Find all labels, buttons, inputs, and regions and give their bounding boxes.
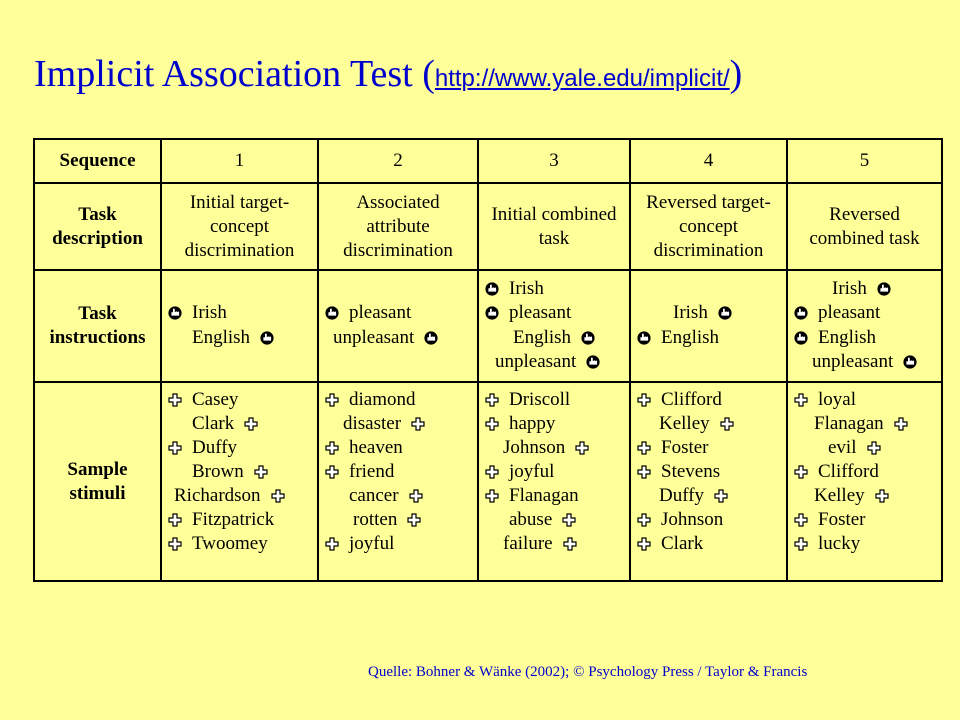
title-suffix: ) bbox=[729, 53, 743, 95]
desc-line: discrimination bbox=[184, 239, 295, 261]
instr-cell-4 bbox=[630, 270, 787, 382]
desc-line: Initial combined bbox=[491, 203, 617, 225]
stimulus-item bbox=[168, 508, 274, 532]
stimulus-label: Foster bbox=[818, 509, 866, 530]
cross-marker-icon bbox=[325, 441, 339, 455]
stimulus-item bbox=[794, 508, 866, 532]
desc-cell-2 bbox=[318, 183, 478, 270]
stimulus-label: friend bbox=[349, 461, 395, 482]
cross-marker-icon bbox=[485, 393, 499, 407]
stimulus-item bbox=[485, 484, 579, 508]
desc-cell-1 bbox=[161, 183, 318, 270]
title-text: Implicit Association Test ( bbox=[34, 53, 435, 95]
stim-cell-3 bbox=[478, 382, 630, 581]
cross-marker-icon bbox=[168, 393, 182, 407]
row-header-task-description bbox=[34, 183, 161, 270]
hand-pointer-icon bbox=[581, 331, 595, 345]
cross-marker-icon bbox=[485, 465, 499, 479]
stimulus-label: Johnson bbox=[661, 509, 724, 530]
cross-marker-icon bbox=[794, 537, 808, 551]
stim-cell-1 bbox=[161, 382, 318, 581]
instr-label: English bbox=[661, 327, 720, 348]
instr-label: unpleasant bbox=[495, 351, 577, 372]
instr-box bbox=[162, 272, 317, 380]
cross-marker-icon bbox=[637, 537, 651, 551]
task-description-row bbox=[34, 183, 942, 270]
hand-pointer-icon bbox=[794, 306, 808, 320]
instr-label: pleasant bbox=[349, 302, 412, 323]
stim-cell-5 bbox=[787, 382, 942, 581]
stimulus-item bbox=[794, 532, 860, 556]
instr-cell-3 bbox=[478, 270, 630, 382]
stimulus-label: Clifford bbox=[818, 461, 879, 482]
stimulus-item bbox=[168, 532, 268, 556]
row-header-line: Task bbox=[78, 303, 117, 324]
instr-box bbox=[788, 272, 941, 380]
stimulus-item bbox=[794, 388, 856, 412]
stimulus-label: Kelley bbox=[659, 413, 710, 434]
cross-marker-icon bbox=[325, 393, 339, 407]
instr-line bbox=[673, 301, 732, 325]
hand-pointer-icon bbox=[586, 355, 600, 369]
instr-line bbox=[812, 350, 917, 374]
stimulus-item bbox=[353, 508, 421, 532]
desc-line: Reversed target- bbox=[646, 191, 771, 213]
hand-pointer-icon bbox=[877, 282, 891, 296]
instr-line bbox=[513, 326, 595, 350]
stimulus-label: heaven bbox=[349, 437, 403, 458]
row-header-sample-stimuli bbox=[34, 382, 161, 581]
stimulus-label: Duffy bbox=[659, 485, 705, 506]
stim-box bbox=[631, 384, 786, 579]
instr-line bbox=[333, 326, 438, 350]
iat-table bbox=[33, 138, 943, 582]
stimulus-label: joyful bbox=[349, 533, 395, 554]
cross-marker-icon bbox=[407, 513, 421, 527]
cross-marker-icon bbox=[244, 417, 258, 431]
cross-marker-icon bbox=[867, 441, 881, 455]
instr-box bbox=[631, 272, 786, 380]
source-citation: Quelle: Bohner & Wänke (2002); © Psychology Press / Taylor & Francis bbox=[368, 664, 808, 680]
instr-cell-2 bbox=[318, 270, 478, 382]
stimulus-item bbox=[637, 460, 720, 484]
hand-pointer-icon bbox=[485, 306, 499, 320]
desc-cell-3 bbox=[478, 183, 630, 270]
cross-marker-icon bbox=[637, 441, 651, 455]
instr-label: Irish bbox=[192, 302, 227, 323]
instr-line bbox=[495, 350, 600, 374]
instr-line bbox=[485, 301, 571, 325]
row-header-line: stimuli bbox=[69, 482, 126, 504]
row-header-task-instructions bbox=[34, 270, 161, 382]
cross-marker-icon bbox=[637, 465, 651, 479]
cross-marker-icon bbox=[894, 417, 908, 431]
stimulus-label: abuse bbox=[509, 509, 553, 530]
instr-label: pleasant bbox=[509, 302, 572, 323]
stimulus-label: Clark bbox=[661, 533, 704, 554]
stimulus-label: loyal bbox=[818, 389, 856, 410]
col-header-5: 5 bbox=[787, 139, 942, 183]
desc-line: concept bbox=[678, 215, 739, 237]
stim-box bbox=[319, 384, 477, 579]
stimulus-item bbox=[503, 532, 577, 556]
hand-pointer-icon bbox=[718, 306, 732, 320]
stimulus-item bbox=[168, 436, 237, 460]
stimulus-item bbox=[325, 388, 416, 412]
stimulus-item bbox=[349, 484, 423, 508]
row-header-line: description bbox=[52, 227, 143, 249]
desc-line: Reversed bbox=[829, 203, 900, 225]
stimulus-item bbox=[659, 412, 734, 436]
col-header-2: 2 bbox=[318, 139, 478, 183]
desc-line: Initial target- bbox=[189, 191, 290, 213]
stimulus-item bbox=[637, 508, 723, 532]
desc-line: discrimination bbox=[343, 239, 453, 261]
row-header-line: Task bbox=[78, 203, 117, 225]
stimulus-label: Flanagan bbox=[509, 485, 579, 506]
stimulus-label: Duffy bbox=[192, 437, 238, 458]
task-instructions-row bbox=[34, 270, 942, 382]
stimulus-label: joyful bbox=[509, 461, 555, 482]
stimulus-label: Flanagan bbox=[814, 413, 884, 434]
stimulus-item bbox=[192, 460, 268, 484]
hand-pointer-icon bbox=[794, 331, 808, 345]
stim-cell-2 bbox=[318, 382, 478, 581]
stimulus-label: evil bbox=[828, 437, 857, 458]
cross-marker-icon bbox=[411, 417, 425, 431]
instr-line bbox=[485, 277, 544, 301]
cross-marker-icon bbox=[637, 513, 651, 527]
cross-marker-icon bbox=[409, 489, 423, 503]
cross-marker-icon bbox=[485, 489, 499, 503]
instr-box bbox=[479, 272, 629, 380]
instr-line bbox=[794, 301, 880, 325]
stimulus-label: Johnson bbox=[503, 437, 566, 458]
stimulus-item bbox=[637, 388, 722, 412]
cross-marker-icon bbox=[271, 489, 285, 503]
instr-cell-5 bbox=[787, 270, 942, 382]
stimulus-item bbox=[814, 412, 908, 436]
cross-marker-icon bbox=[875, 489, 889, 503]
stimulus-item bbox=[637, 532, 703, 556]
desc-cell-5 bbox=[787, 183, 942, 270]
stimulus-item bbox=[325, 460, 394, 484]
hand-pointer-icon bbox=[168, 306, 182, 320]
cross-marker-icon bbox=[720, 417, 734, 431]
instr-cell-1 bbox=[161, 270, 318, 382]
stimulus-label: happy bbox=[509, 413, 556, 434]
cross-marker-icon bbox=[168, 537, 182, 551]
stimulus-item bbox=[828, 436, 881, 460]
stimulus-item bbox=[659, 484, 728, 508]
stimulus-item bbox=[168, 388, 238, 412]
stimulus-item bbox=[509, 508, 576, 532]
stimulus-label: lucky bbox=[818, 533, 861, 554]
stimulus-item bbox=[485, 460, 554, 484]
row-header-line: Sample bbox=[67, 458, 128, 480]
cross-marker-icon bbox=[637, 393, 651, 407]
url-link[interactable]: http://www.yale.edu/implicit/ bbox=[434, 65, 730, 92]
instr-label: pleasant bbox=[818, 302, 881, 323]
hand-pointer-icon bbox=[637, 331, 651, 345]
stimulus-item bbox=[637, 436, 709, 460]
cross-marker-icon bbox=[562, 513, 576, 527]
desc-line: combined task bbox=[809, 227, 920, 249]
cross-marker-icon bbox=[168, 513, 182, 527]
page-title bbox=[34, 44, 742, 109]
hand-pointer-icon bbox=[260, 331, 274, 345]
sample-stimuli-row bbox=[34, 382, 942, 581]
stim-cell-4 bbox=[630, 382, 787, 581]
stim-box bbox=[479, 384, 629, 579]
stimulus-label: Richardson bbox=[174, 485, 261, 506]
instr-label: English bbox=[818, 327, 877, 348]
stimulus-label: Twoomey bbox=[192, 533, 268, 554]
col-header-4: 4 bbox=[630, 139, 787, 183]
cross-marker-icon bbox=[563, 537, 577, 551]
stim-box bbox=[162, 384, 317, 579]
instr-line bbox=[192, 326, 274, 350]
hand-pointer-icon bbox=[903, 355, 917, 369]
col-header-sequence: Sequence bbox=[34, 139, 161, 183]
desc-cell-4 bbox=[630, 183, 787, 270]
stimulus-item bbox=[174, 484, 285, 508]
cross-marker-icon bbox=[575, 441, 589, 455]
hand-pointer-icon bbox=[325, 306, 339, 320]
instr-line bbox=[325, 301, 411, 325]
instr-label: Irish bbox=[509, 278, 544, 299]
stimulus-item bbox=[325, 436, 403, 460]
stimulus-label: diamond bbox=[349, 389, 416, 410]
desc-line: task bbox=[538, 227, 570, 249]
desc-line: attribute bbox=[366, 215, 430, 237]
desc-line: discrimination bbox=[653, 239, 764, 261]
stimulus-label: Foster bbox=[661, 437, 709, 458]
stimulus-label: Brown bbox=[192, 461, 244, 482]
col-header-3: 3 bbox=[478, 139, 630, 183]
stimulus-label: Fitzpatrick bbox=[192, 509, 275, 530]
cross-marker-icon bbox=[794, 513, 808, 527]
stimulus-label: rotten bbox=[353, 509, 398, 530]
hand-pointer-icon bbox=[424, 331, 438, 345]
instr-line bbox=[832, 277, 891, 301]
instr-label: English bbox=[192, 327, 251, 348]
instr-line bbox=[794, 326, 876, 350]
header-row bbox=[34, 139, 942, 183]
cross-marker-icon bbox=[485, 417, 499, 431]
stimulus-label: Clark bbox=[192, 413, 235, 434]
row-header-line: instructions bbox=[49, 327, 146, 348]
instr-label: Irish bbox=[673, 302, 708, 323]
stimulus-item bbox=[814, 484, 889, 508]
stimulus-item bbox=[485, 412, 555, 436]
cross-marker-icon bbox=[325, 537, 339, 551]
instr-label: Irish bbox=[832, 278, 867, 299]
cross-marker-icon bbox=[254, 465, 268, 479]
desc-line: Associated bbox=[356, 191, 440, 213]
stimulus-item bbox=[192, 412, 258, 436]
instr-line bbox=[168, 301, 227, 325]
instr-line bbox=[637, 326, 719, 350]
stim-box bbox=[788, 384, 941, 579]
instr-label: unpleasant bbox=[812, 351, 894, 372]
stimulus-label: Clifford bbox=[661, 389, 722, 410]
stimulus-label: disaster bbox=[343, 413, 402, 434]
stimulus-item bbox=[794, 460, 879, 484]
stimulus-label: Stevens bbox=[661, 461, 721, 482]
stimulus-label: cancer bbox=[349, 485, 399, 506]
instr-label: English bbox=[513, 327, 572, 348]
instr-label: unpleasant bbox=[333, 327, 415, 348]
instr-box bbox=[319, 272, 477, 380]
stimulus-item bbox=[325, 532, 394, 556]
stimulus-label: failure bbox=[503, 533, 553, 554]
col-header-1: 1 bbox=[161, 139, 318, 183]
cross-marker-icon bbox=[794, 393, 808, 407]
stimulus-label: Kelley bbox=[814, 485, 865, 506]
desc-line: concept bbox=[209, 215, 270, 237]
stimulus-item bbox=[485, 388, 570, 412]
cross-marker-icon bbox=[714, 489, 728, 503]
stimulus-item bbox=[503, 436, 589, 460]
hand-pointer-icon bbox=[485, 282, 499, 296]
cross-marker-icon bbox=[794, 465, 808, 479]
cross-marker-icon bbox=[168, 441, 182, 455]
stimulus-label: Driscoll bbox=[509, 389, 571, 410]
stimulus-item bbox=[343, 412, 425, 436]
stimulus-label: Casey bbox=[192, 389, 239, 410]
cross-marker-icon bbox=[325, 465, 339, 479]
